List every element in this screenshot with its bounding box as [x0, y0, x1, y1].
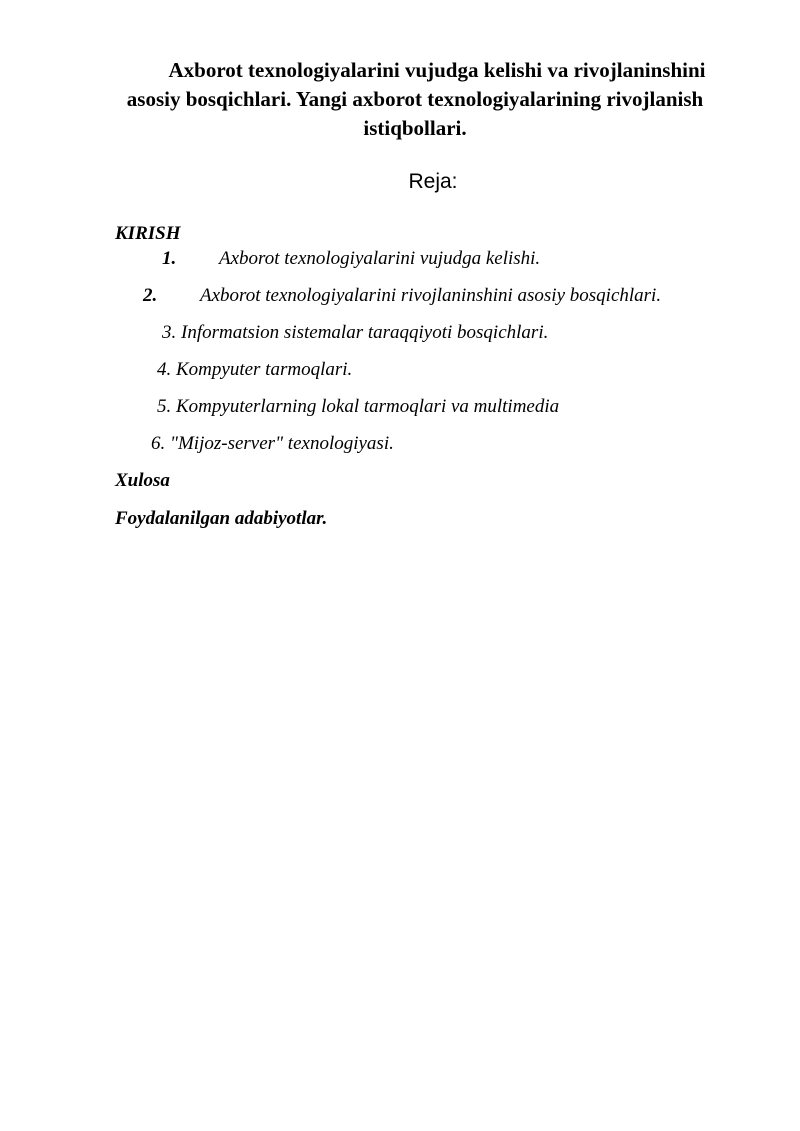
plan-item-text: Axborot texnologiyalarini vujudga kelishi. — [219, 248, 541, 269]
title-line-2: asosiy bosqichlari. Yangi axborot texnologiyalarining rivojlanish — [126, 87, 704, 111]
references-heading: Foydalanilgan adabiyotlar. — [115, 508, 328, 529]
plan-item-number: 1. — [162, 248, 177, 269]
intro-heading: KIRISH — [115, 223, 181, 244]
title-line-1: Axborot texnologiyalarini vujudga kelishi va rivojlaninshini — [168, 58, 706, 82]
plan-item-3: 3. Informatsion sistemalar taraqqiyoti bosqichlari. — [162, 322, 549, 343]
plan-item-4: 4. Kompyuter tarmoqlari. — [157, 359, 353, 380]
plan-item-6: 6. "Mijoz-server" texnologiyasi. — [151, 433, 394, 454]
plan-item-2 — [143, 285, 661, 307]
plan-heading: Reja: — [408, 170, 458, 193]
document-title — [70, 56, 760, 143]
conclusion-heading: Xulosa — [115, 470, 170, 491]
title-line-3: istiqbollari. — [363, 116, 467, 140]
plan-item-5: 5. Kompyuterlarning lokal tarmoqlari va multimedia — [157, 396, 560, 417]
plan-item-1 — [162, 248, 540, 270]
plan-item-number: 2. — [143, 285, 158, 306]
plan-item-text: Axborot texnologiyalarini rivojlaninshini asosiy bosqichlari. — [200, 285, 662, 306]
